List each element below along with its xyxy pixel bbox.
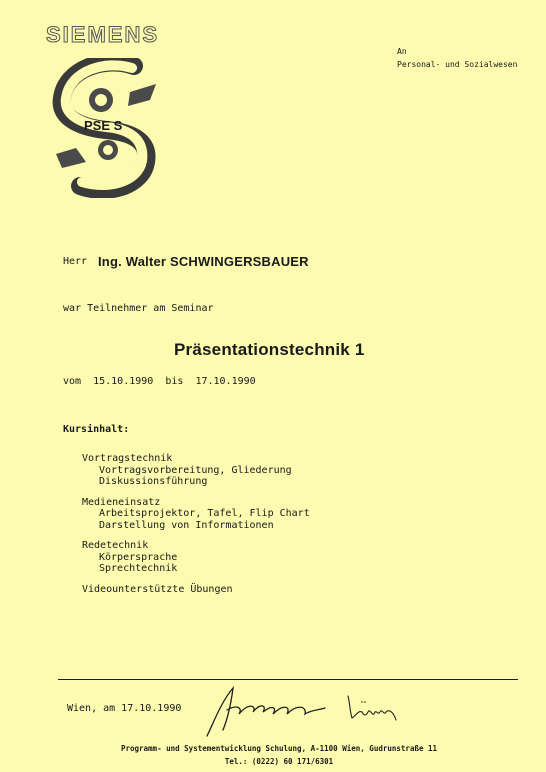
addressee-line-1: An (397, 47, 407, 56)
topic-item (82, 540, 310, 575)
addressee (397, 45, 517, 71)
salutation: Herr (63, 256, 88, 267)
subtopic: Sprechtechnik (99, 563, 178, 574)
addressee-line-2: Personal- und Sozialwesen (397, 60, 518, 69)
recipient-name: Ing. Walter SCHWINGERSBAUER (98, 254, 309, 269)
pse-s-logo (46, 58, 166, 198)
topic-item (82, 453, 310, 488)
topic-title: Medieneinsatz (82, 496, 161, 508)
content-list (82, 453, 310, 604)
course-dates: vom 15.10.1990 bis 17.10.1990 (63, 376, 256, 387)
place-date: Wien, am 17.10.1990 (67, 703, 182, 714)
topic-title: Videounterstützte Übungen (82, 583, 233, 595)
subtopic: Arbeitsprojektor, Tafel, Flip Chart (99, 508, 310, 519)
siemens-wordmark: SIEMENS (46, 22, 160, 47)
content-heading: Kursinhalt: (63, 424, 130, 435)
course-title: Präsentationstechnik 1 (174, 340, 365, 359)
subtopic: Vortragsvorbereitung, Gliederung (99, 464, 292, 476)
subtopic: Diskussionsführung (99, 476, 208, 487)
footer-address: Programm- und Systementwicklung Schulung, A-1100 Wien, Gudrunstraße 11 (120, 744, 438, 753)
topic-item (82, 584, 310, 596)
logo-text: PSE S (84, 118, 123, 133)
topic-title: Vortragstechnik (82, 453, 173, 464)
intro-line: war Teilnehmer am Seminar (63, 303, 214, 314)
topic-item (82, 497, 310, 532)
signature-2 (344, 690, 400, 724)
footer-phone: Tel.: (0222) 60 171/6301 (224, 757, 334, 766)
topic-title: Redetechnik (82, 540, 149, 551)
signature-1 (203, 680, 333, 740)
subtopic: Darstellung von Informationen (99, 519, 274, 531)
subtopic: Körpersprache (99, 551, 178, 563)
